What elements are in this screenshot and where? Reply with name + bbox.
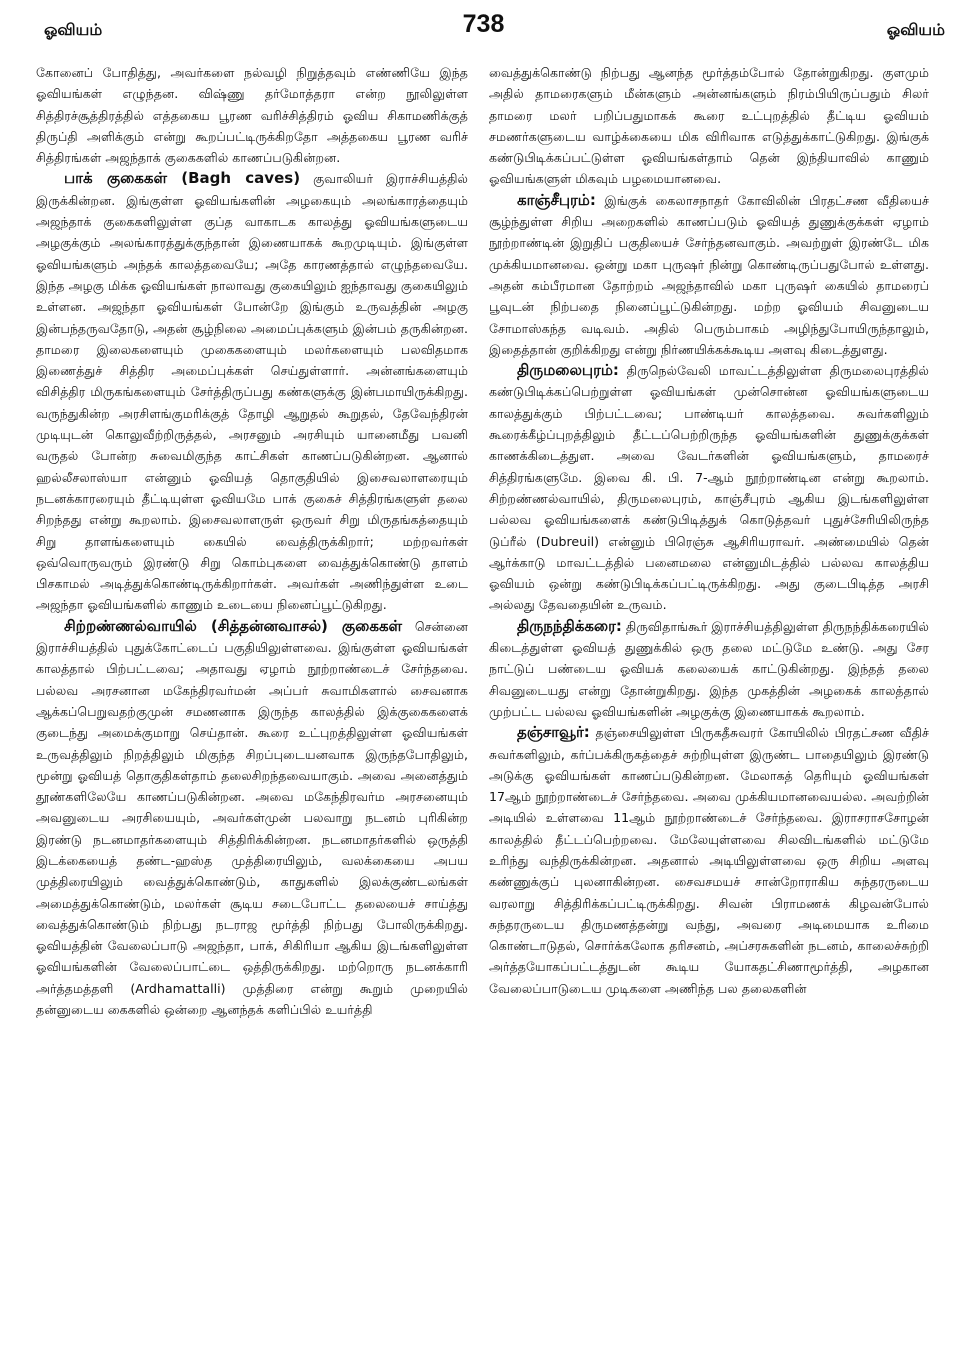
page-number: 738 [462,10,505,38]
section-title-thanjavur: தஞ்சாவூர்: [517,723,590,742]
section-title-sittannavasal: சிற்றண்ணல்வாயில் (சித்தன்னவாசல்) குகைகள் [64,616,403,635]
section-body-kanchipuram: இங்குக் கைலாசநாதர் கோவிலின் பிரதட்சண வீதியைச் சூழ்ந்துள்ள சிறிய அறைகளில் காணப்படும் ஓவியத் துணுக்குக்கள் ஏழாம் நூற்றாண்டின் இறுதிப் பகுதியைச் சேர்ந்தனவாகும். அவற்றுள் இரண்டே மிக முக்கியமானவை. ஒன்று மகா புருஷர் நின்று கொண்டிருப்பதுபோல் உள்ளது. அதன் கம்பீரமான தோற்றம் அஜந்தாவில் மகா புருஷர் கையில் தாமரைப் பூவுடன் நிற்பதை நினைப்பூட்டுகின்றது. மற்ற ஓவியம் சிவனுடைய சோமாஸ்கந்த வடிவம். அதில் பெரும்பாகம் அழிந்துபோயிருந்தாலும், இதைத்தான் குறிக்கிறது என்று நிர்ணயிக்கக்கூடிய அளவு கிடைத்துளது. [489,192,929,357]
paragraph-thanjavur [489,722,929,999]
running-head-right: ஓவியம் [886,20,945,39]
section-body-thirumalaipuram: திருநெல்வேலி மாவட்டத்திலுள்ள திருமலைபுரத்தில் கண்டுபிடிக்கப்பெற்றுள்ள ஓவியங்கள் முன்சொன்ன ஓவியங்களுடைய காலத்துக்கும் பிற்பட்டவை; பாண்டியர் காலத்தவை. சுவர்களிலும் கூரைக்கீழ்ப்புறத்திலும் தீட்டப்பெற்றிருந்த ஓவியங்களின் துணுக்குக்கள் காணக்கிடைத்துள. அவை வேடர்களின் ஓவியங்களும், தாமரைச் சித்திரங்களுமே. இவை கி. பி. 7-ஆம் நூற்றாண்டின என்று கூறலாம். சிற்றண்ணல்வாயில், திருமலைபுரம், காஞ்சீபுரம் ஆகிய இடங்களிலுள்ள பல்லவ ஓவியங்களைக் கண்டுபிடித்துக் கொடுத்தவர் புதுச்சேரியிலிருந்த டுப்ரீல் (Dubreuil) என்னும் பிரெஞ்சு ஆசிரியராவர். அண்மையில் தென் ஆர்க்காடு மாவட்டத்தில் பனைமலை என்னுமிடத்தில் பல்லவ காலத்திய ஓவியம் ஒன்று கண்டுபிடிக்கப்பட்டிருக்கிறது. அது குடைபிடித்த அரசி அல்லது தேவதையின் உருவம். [489,363,929,613]
paragraph-sittannavasal-continued: வைத்துக்கொண்டு நிற்பது ஆனந்த மூர்த்தம்போல் தோன்றுகிறது. குளமும் அதில் தாமரைகளும் மீன்களும் அன்னங்களும் நிரம்பியிருப்பதும் சிலர் தாமரை மலர் பறிப்பதுமாகக் கூரை உட்புறத்தில் தீட்டிய ஓவியம் சமணர்களுடைய வாழ்க்கையை மிக விரிவாக எடுத்துக்காட்டுகிறது. இங்குக் கண்டுபிடிக்கப்பட்டுள்ள ஓவியங்கள்தாம் தென் இந்தியாவில் காணும் ஓவியங்களுள் மிகவும் பழமையானவை. [489,65,929,187]
section-body-sittannavasal: சென்னை இராச்சியத்தில் புதுக்கோட்டைப் பகுதியிலுள்ளவை. இங்குள்ள ஓவியங்கள் காலத்தால் பிற்பட்டவை; அதாவது ஏழாம் நூற்றாண்டைச் சேர்ந்தவை. பல்லவ அரசனான மகேந்திரவர்மன் அப்பர் சுவாமிகளால் சைவனாக ஆக்கப்பெறுவதற்குமுன் சமணனாக இருந்த காலத்தில் இக்குகைகளைக் குடைந்து அமைக்குமாறு செய்தான். கூரை உட்புறத்திலுள்ள ஓவியங்கள் உருவத்திலும் நிறத்திலும் மிகுந்த சிறப்புடையனவாக இருந்தபோதிலும், மூன்று ஓவியத் தொகுதிகள்தாம் தலைசிறந்தவையாகும். அவை அனைத்தும் தூண்களிலேயே காணப்படுகின்றன. அவை மகேந்திரவர்ம அரசனையும் அவனுடைய அரசியையும், அவர்கள்முன் பலவாறு நடனம் புரிகின்ற இரண்டு நடனமாதர்களையும் சித்திரிக்கின்றன. நடனமாதர்களில் ஒருத்தி இடக்கையைத் தண்ட-ஹஸ்த முத்திரையிலும், வலக்கையை அபய முத்திரையிலும் வைத்துக்கொண்டும், காதுகளில் இலக்குண்டலங்கள் அமைத்துக்கொண்டும், மலர்கள் சூடிய சடைபோட்ட தலையைச் சாய்த்து வைத்துக்கொண்டும் நிற்பது நடராஜ மூர்த்தி நிற்பது போலிருக்கிறது. ஓவியத்தின் வேலைப்பாடு அஜந்தா, பாக், சிகிரியா ஆகிய இடங்களிலுள்ள ஓவியங்களின் வேலைப்பாட்டை ஒத்திருக்கிறது. மற்றொரு நடனக்காரி அர்த்தமத்தளி (Ardhamattalli) முத்திரை என்று கூறும் முறையில் தன்னுடைய கைகளில் ஒன்றை ஆனந்தக் களிப்பில் உயர்த்தி [36,618,468,1018]
section-body-bagh-caves: குவாலியர் இராச்சியத்தில் இருக்கின்றன. இங்குள்ள ஓவியங்களின் அழகையும் அலங்காரத்தையும் அஜந்தாக் குகைகளிலுள்ள குப்த வாகாடக காலத்து ஓவியங்களுடைய அழகுக்கும் அலங்காரத்துக்குந்தான் இணையாகக் கூறமுடியும். இங்குள்ள ஓவியங்களும் அந்தக் காலத்தவையே; அதே காரணத்தால் எழுந்தவையே. இந்த அழகு மிக்க ஓவியங்கள் நாலாவது குகையிலும் ஐந்தாவது குகையிலும் உள்ளன. அஜந்தா ஓவியங்கள் போன்றே இங்கும் உருவத்தின் அழகு இன்பந்தருவதோடு, அதன் சூழ்நிலை அமைப்புக்களும் இன்பம் தருகின்றன. தாமரை இலைகளையும் முகைகளையும் மலர்களையும் பலவிதமாக இணைத்துச் சித்திர அமைப்புக்கள் செய்துள்ளார். அன்னங்களையும் விசித்திர மிருகங்களையும் சேர்த்திருப்பது கண்களுக்கு இன்பமாயிருக்கிறது. வருந்துகின்ற அரசிளங்குமரிக்குத் தோழி ஆறுதல் கூறுதல், தேவேந்திரன் முடியுடன் கொலுவீற்றிருத்தல், அரசனும் அரசியும் யானைமீது பவனி வருதல் போன்ற சுவைமிகுந்த காட்சிகள் காணப்படுகின்றன. ஆனால் ஹல்லீசலாஸ்யா என்னும் ஓவியத் தொகுதியில் இசைவலாளரையும் நடனக்காரரையும் தீட்டியுள்ள ஓவியமே பாக் குகைச் சித்திரங்களுள் தலை சிறந்தது என்று கூறலாம். இசைவலாளருள் ஒருவர் சிறு மிருதங்கத்தையும் சிறு தாளங்களையும் கையில் வைத்திருக்கிறார்; மற்றவர்கள் ஒவ்வொருவரும் இரண்டு சிறு கொம்புகளை வைத்துக்கொண்டு தாளம் பிசகாமல் அடித்துக்கொண்டிருக்கிறார்கள். அவர்கள் அணிந்துள்ள உடை அஜந்தா ஓவியங்களில் காணும் உடையை நினைப்பூட்டுகிறது. [36,171,468,613]
paragraph-sittannavasal [36,616,468,1021]
paragraph-thirumalaipuram [489,360,929,616]
section-body-thirunandikkarai: திருவிதாங்கூர் இராச்சியத்திலுள்ள திருநந்திக்கரையில் கிடைத்துள்ள ஓவியத் துணுக்கில் ஒரு தலை மட்டுமே உண்டு. அது சேர நாட்டுப் பண்டைய ஓவியக் கலையைக் காட்டுகின்றது. இந்தத் தலை சிவனுடையது என்று தோன்றுகிறது. இந்த முகத்தின் அழகைக் காலத்தால் முற்பட்ட பல்லவ ஓவியங்களின் அழகுக்கு இணையாகக் கூறலாம். [489,618,929,719]
right-column [489,62,929,1352]
section-title-thirumalaipuram: திருமலைபுரம்: [517,361,619,380]
left-column [36,62,468,1352]
running-head-left: ஓவியம் [44,20,103,39]
paragraph-bagh-caves [36,168,468,615]
section-title-thirunandikkarai: திருநந்திக்கரை: [517,616,622,635]
section-title-bagh-caves: பாக் குகைகள் (Bagh caves) [64,169,301,188]
paragraph-kanchipuram [489,190,929,360]
paragraph-vishnudharmottara: கோனைப் போதித்து, அவர்களை நல்வழி நிறுத்தவும் எண்ணியே இந்த ஓவியங்கள் எழுந்தன. விஷ்ணு தர்மோத்தரா என்ற நூலிலுள்ள சித்திரச்சூத்திரத்தில் எத்தகைய பூரண வரிச்சித்திரம் ஓவிய சிகாமணிக்குத் திருப்தி அளிக்கும் என்று கூறப்பட்டிருக்கிறதோ அத்தகைய பூரண வரிச் சித்திரங்கள் அஜந்தாக் குகைகளில் காணப்படுகின்றன. [36,65,468,166]
section-title-kanchipuram: காஞ்சீபுரம்: [517,190,596,209]
paragraph-thirunandikkarai [489,616,929,722]
section-body-thanjavur: தஞ்சையிலுள்ள பிருகதீசுவரர் கோயிலில் பிரதட்சண வீதிச் சுவர்களிலும், கர்ப்பக்கிருகத்தைச் சுற்றியுள்ள இருண்ட பாதையிலும் இரண்டு அடுக்கு ஓவியங்கள் காணப்படுகின்றன. மேலாகத் தெரியும் ஓவியங்கள் 17ஆம் நூற்றாண்டைச் சேர்ந்தவை. அவை முக்கியமானவையல்ல. அவற்றின் அடியில் உள்ளவை 11ஆம் நூற்றாண்டைச் சேர்ந்தவை. இராசராசசோழன் காலத்தில் தீட்டப்பெற்றவை. மேலேயுள்ளவை சிலவிடங்களில் மட்டுமே உரிந்து வந்திருக்கின்றன. அதனால் அடியிலுள்ளவை ஒரு சிறிய அளவு கண்ணுக்குப் புலனாகின்றன. சைவசமயச் சான்றோராகிய சுந்தரருடைய வரலாறு சித்திரிக்கப்பட்டிருக்கிறது. சிவன் பிராமணக் கிழவன்போல் சுந்தரருடைய திருமணத்தன்று வந்து, அவரை அடிமையாக உரிமை கொண்டாடுதல், சொர்க்கலோக தரிசனம், அப்சரசுகளின் நடனம், காலைச்சுற்றி அர்த்தயோகப்பட்டத்துடன் கூடிய யோகதட்சிணாமூர்த்தி, அழகான வேலைப்பாடுடைய முடிகளை அணிந்த பல தலைகளின் [489,725,929,996]
page-header [0,10,967,50]
